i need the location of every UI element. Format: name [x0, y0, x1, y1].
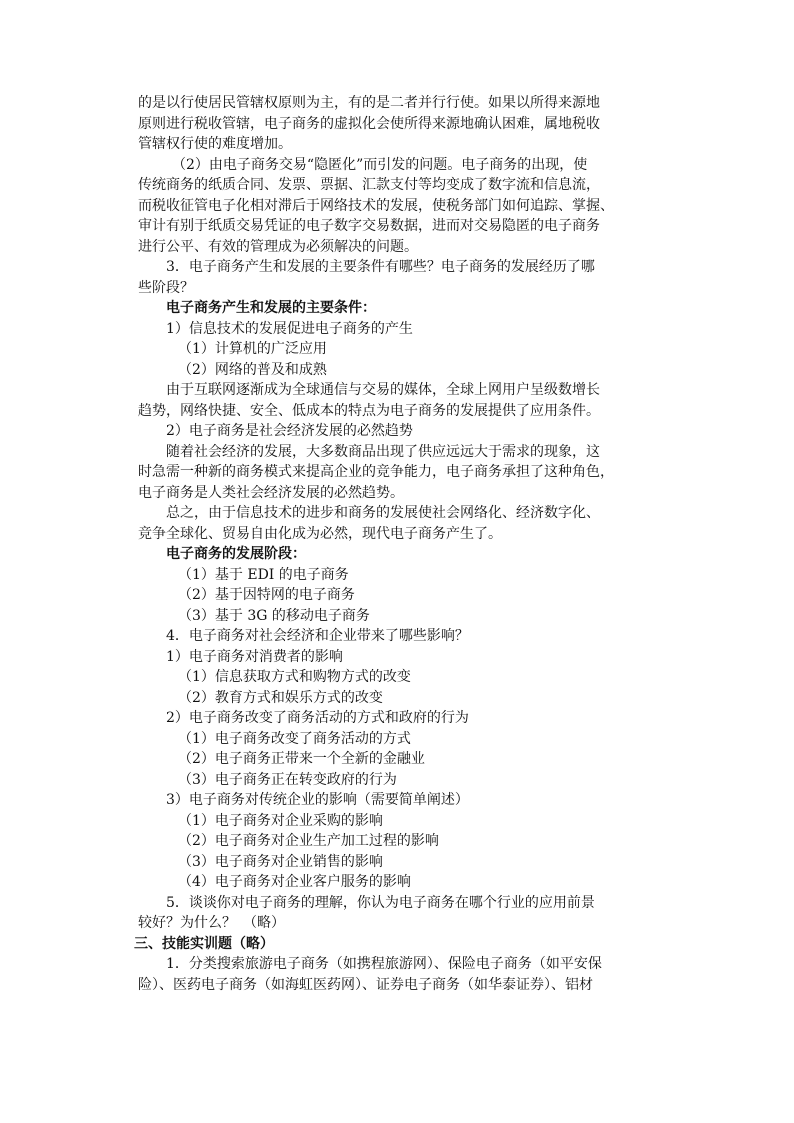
- text-line: 2）电子商务是社会经济发展的必然趋势: [166, 423, 413, 439]
- text-line: 竞争全球化、贸易自由化成为必然，现代电子商务产生了。: [138, 525, 502, 542]
- text-line: 审计有别于纸质交易凭证的电子数字交易数据，进而对交易隐匿的电子商务: [138, 218, 600, 234]
- text-line: 时急需一种新的商务模式来提高企业的竞争能力，电子商务承担了这种角色，: [138, 464, 614, 480]
- section-heading: 三、技能实训题（略）: [134, 935, 274, 952]
- text-line: （2）由电子商务交易“隐匿化”而引发的问题。电子商务的出现，使: [172, 156, 588, 173]
- list-item: （1）计算机的广泛应用: [178, 341, 327, 357]
- text-line: 1．分类搜索旅游电子商务（如携程旅游网）、保险电子商务（如平安保: [166, 956, 602, 972]
- section-heading: 电子商务产生和发展的主要条件：: [166, 300, 376, 316]
- text-line: 总之，由于信息技术的进步和商务的发展使社会网络化、经济数字化、: [166, 505, 600, 521]
- list-item: （2）电子商务正带来一个全新的金融业: [178, 751, 425, 767]
- list-item: （1）基于 EDI 的电子商务: [178, 566, 349, 583]
- text-line: 原则进行税收管辖，电子商务的虚拟化会使所得来源地确认困难，属地税收: [138, 115, 600, 132]
- list-item: （1）信息获取方式和购物方式的改变: [178, 669, 411, 685]
- list-item: （4）电子商务对企业客户服务的影响: [178, 874, 411, 890]
- text-line: 险）、医药电子商务（如海虹医药网）、证券电子商务（如华泰证券）、铝材: [138, 976, 593, 993]
- list-item: （2）网络的普及和成熟: [178, 361, 327, 378]
- question-4-line: 4．电子商务对社会经济和企业带来了哪些影响？: [166, 628, 469, 644]
- text-line: 1）信息技术的发展促进电子商务的产生: [166, 320, 413, 337]
- text-line: 随着社会经济的发展，大多数商品出现了供应远远大于需求的现象，这: [166, 443, 600, 460]
- text-line: 2）电子商务改变了商务活动的方式和政府的行为: [166, 710, 469, 726]
- text-line: 进行公平、有效的管理成为必须解决的问题。: [138, 238, 418, 255]
- question-3-line: 3．电子商务产生和发展的主要条件有哪些？电子商务的发展经历了哪: [166, 259, 595, 275]
- document-body: [134, 93, 674, 995]
- section-heading: 电子商务的发展阶段：: [166, 546, 306, 562]
- text-line: 由于互联网逐渐成为全球通信与交易的媒体，全球上网用户呈级数增长: [166, 382, 600, 398]
- list-item: （2）教育方式和娱乐方式的改变: [178, 689, 383, 706]
- question-5-line: 较好？为什么？ （略）: [138, 915, 285, 931]
- list-item: （3）电子商务对企业销售的影响: [178, 853, 383, 870]
- text-line: 电子商务是人类社会经济发展的必然趋势。: [138, 484, 404, 501]
- list-item: （1）电子商务改变了商务活动的方式: [178, 730, 411, 747]
- list-item: （3）电子商务正在转变政府的行为: [178, 771, 397, 788]
- text-line: 管辖权行使的难度增加。: [138, 136, 292, 152]
- text-line: 的是以行使居民管辖权原则为主，有的是二者并行行使。如果以所得来源地: [138, 95, 600, 111]
- text-line: 1）电子商务对消费者的影响: [166, 648, 343, 665]
- list-item: （2）基于因特网的电子商务: [178, 587, 355, 603]
- text-line: 3）电子商务对传统企业的影响（需要简单阐述）: [166, 792, 469, 808]
- list-item: （1）电子商务对企业采购的影响: [178, 812, 383, 829]
- question-5-line: 5．谈谈你对电子商务的理解，你认为电子商务在哪个行业的应用前景: [166, 894, 595, 911]
- text-line: 而税收征管电子化相对滞后于网络技术的发展，使税务部门如何追踪、掌握、: [138, 197, 614, 214]
- list-item: （2）电子商务对企业生产加工过程的影响: [178, 833, 439, 849]
- text-line: 传统商务的纸质合同、发票、票据、汇款支付等均变成了数字流和信息流，: [138, 177, 600, 193]
- question-3-line: 些阶段？: [138, 279, 194, 296]
- list-item: （3）基于 3G 的移动电子商务: [178, 607, 370, 624]
- text-line: 趋势，网络快捷、安全、低成本的特点为电子商务的发展提供了应用条件。: [138, 402, 600, 419]
